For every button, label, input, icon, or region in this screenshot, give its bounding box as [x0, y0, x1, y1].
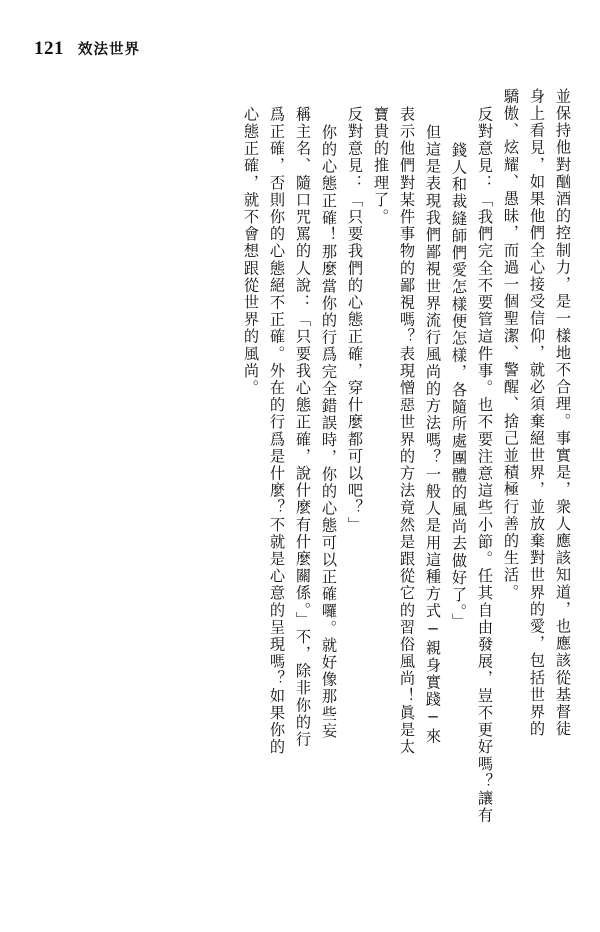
body-text-area	[30, 88, 570, 896]
text-column: 心態正確，就不會想跟從世界的風尚。	[242, 106, 260, 397]
text-column: 身上看見，如果他們全心接受信仰，就必須棄絕世界，並放棄對世界的愛，包括世界的	[528, 88, 546, 738]
text-column: 錢人和裁縫師們愛怎樣便怎樣，各隨所處團體的風尚去做好了。」	[450, 142, 468, 631]
text-column: 反對意見：「我們完全不要管這件事。也不要注意這些小節。任其自由發展，豈不更好嗎？讓有	[476, 106, 494, 825]
text-column: 你的心態正確！那麼當你的行爲完全錯誤時，你的心態可以正確囉。就好像那些妄	[320, 124, 338, 740]
text-column: 驕傲、炫耀、愚昧，而過一個聖潔、警醒、捨己並積極行善的生活。	[502, 88, 520, 601]
text-column: 並保持他對酗酒的控制力，是一樣地不合理。事實是，衆人應該知道，也應該從基督徒	[554, 88, 572, 738]
text-column: 爲正確，否則你的心態絕不正確。外在的行爲是什麼？不就是心意的呈現嗎？如果你的	[268, 106, 286, 756]
text-column: 表示他們對某件事物的鄙視嗎？表現憎惡世界的方法竟然是跟從它的習俗風尚！眞是太	[398, 106, 416, 756]
page-header	[34, 38, 566, 68]
text-column: 寶貴的推理了。	[372, 106, 390, 226]
page-number: 121	[34, 38, 64, 59]
running-title: 效法世界	[78, 42, 140, 58]
text-column: 反對意見：「只要我們的心態正確，穿什麼都可以吧？」	[346, 106, 364, 534]
text-column: 稱主名、隨口咒罵的人說：「只要我心態正確，說什麼有什麼關係。」不，除非你的行	[294, 106, 312, 749]
text-column: 但這是表現我們鄙視世界流行風尚的方法嗎？一般人是用這種方式─親身實踐─來	[424, 124, 442, 746]
